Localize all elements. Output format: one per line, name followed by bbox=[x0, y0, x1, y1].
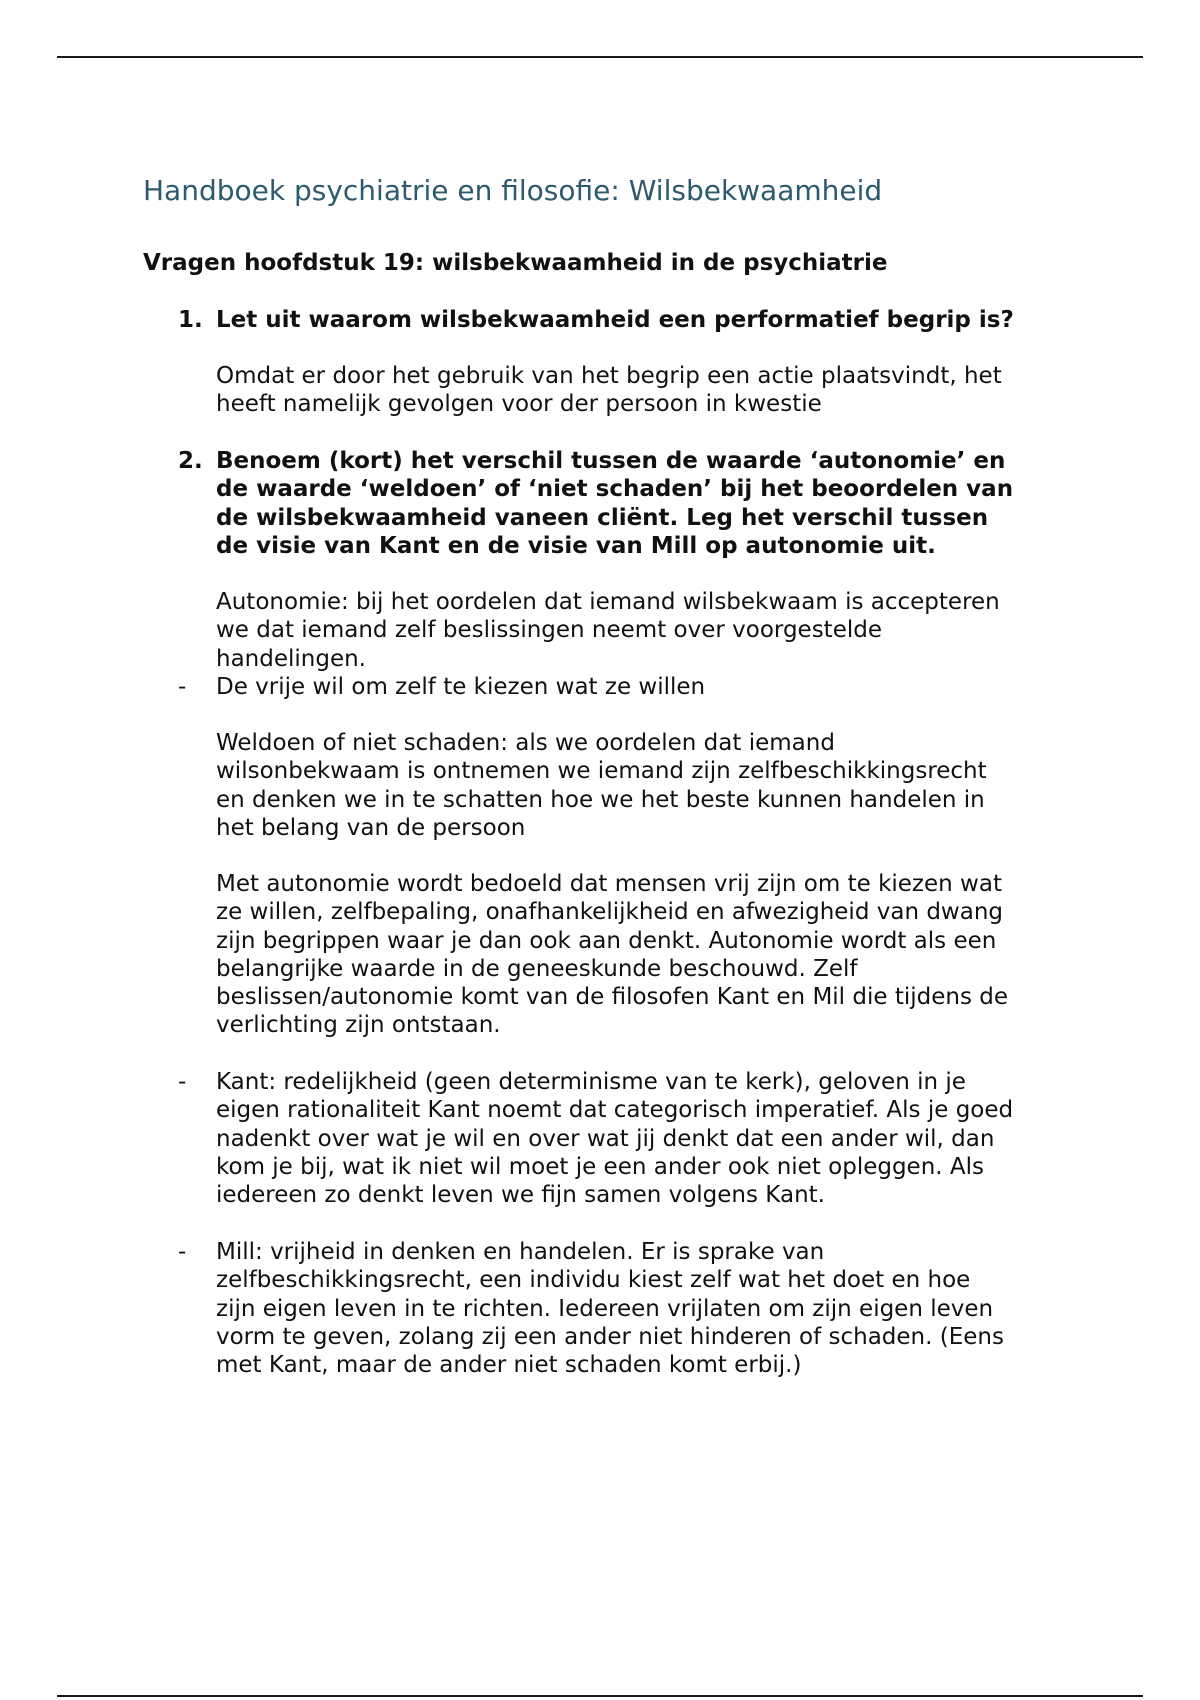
question-2-line: de waarde ‘weldoen’ of ‘niet schaden’ bij het beoordelen van bbox=[216, 476, 1014, 503]
paragraph-weldoen bbox=[216, 729, 1096, 842]
bullet-kant bbox=[216, 1068, 1096, 1209]
paragraph-weldoen-line: wilsonbekwaam is ontnemen we iemand zijn zelfbeschikkingsrecht bbox=[216, 758, 987, 785]
paragraph-weldoen-line: Weldoen of niet schaden: als we oordelen dat iemand bbox=[216, 730, 835, 756]
bullet-mill-line: vorm te geven, zolang zij een ander niet hinderen of schaden. (Eens bbox=[216, 1323, 1004, 1350]
question-2-line: de wilsbekwaamheid vaneen cliënt. Leg het verschil tussen bbox=[216, 504, 989, 531]
answer-2-line: handelingen. bbox=[216, 645, 366, 672]
question-2-line: Benoem (kort) het verschil tussen de waarde ‘autonomie’ en bbox=[216, 448, 1006, 474]
answer-2-line: we dat iemand zelf beslissingen neemt over voorgestelde bbox=[216, 617, 882, 644]
bullet-marker: - bbox=[178, 1239, 187, 1265]
bullet-kant-line: nadenkt over wat je wil en over wat jij denkt dat een ander wil, dan bbox=[216, 1125, 995, 1152]
question-2-line: de visie van Kant en de visie van Mill op autonomie uit. bbox=[216, 532, 936, 559]
paragraph-autonomie-line: verlichting zijn ontstaan. bbox=[216, 1012, 501, 1039]
question-1-number: 1. bbox=[178, 307, 203, 333]
bullet-kant-line: Kant: redelijkheid (geen determinisme van te kerk), geloven in je bbox=[216, 1069, 966, 1095]
question-2-number: 2. bbox=[178, 448, 203, 474]
paragraph-autonomie-line: beslissen/autonomie komt van de filosofen Kant en Mil die tijdens de bbox=[216, 984, 1008, 1011]
bullet-mill-line: met Kant, maar de ander niet schaden komt erbij.) bbox=[216, 1352, 802, 1379]
bullet-vrije-wil bbox=[216, 673, 1096, 701]
answer-2-autonomie bbox=[216, 588, 1096, 673]
paragraph-weldoen-line: het belang van de persoon bbox=[216, 814, 526, 841]
bullet-mill bbox=[216, 1238, 1096, 1379]
paragraph-autonomie-line: belangrijke waarde in de geneeskunde beschouwd. Zelf bbox=[216, 955, 858, 982]
bullet-mill-line: Mill: vrijheid in denken en handelen. Er is sprake van bbox=[216, 1239, 825, 1265]
bullet-vrije-wil-line: De vrije wil om zelf te kiezen wat ze willen bbox=[216, 674, 706, 700]
header-rule bbox=[57, 56, 1143, 58]
bullet-mill-line: zijn eigen leven in te richten. Iedereen vrijlaten om zijn eigen leven bbox=[216, 1295, 994, 1322]
paragraph-autonomie-line: zijn begrippen waar je dan ook aan denkt. Autonomie wordt als een bbox=[216, 927, 997, 954]
document-title: Handboek psychiatrie en filosofie: Wilsbekwaamheid bbox=[143, 174, 883, 207]
answer-1 bbox=[216, 362, 1096, 419]
bullet-marker: - bbox=[178, 674, 187, 700]
answer-2-line: Autonomie: bij het oordelen dat iemand wilsbekwaam is accepteren bbox=[216, 589, 1000, 615]
paragraph-autonomie-line: Met autonomie wordt bedoeld dat mensen vrij zijn om te kiezen wat bbox=[216, 871, 1002, 897]
bullet-kant-line: eigen rationaliteit Kant noemt dat categorisch imperatief. Als je goed bbox=[216, 1097, 1014, 1124]
bullet-mill-line: zelfbeschikkingsrecht, een individu kiest zelf wat het doet en hoe bbox=[216, 1267, 971, 1294]
answer-1-line: Omdat er door het gebruik van het begrip een actie plaatsvindt, het bbox=[216, 363, 1002, 389]
bullet-marker: - bbox=[178, 1069, 187, 1095]
bullet-kant-line: iedereen zo denkt leven we fijn samen volgens Kant. bbox=[216, 1182, 825, 1209]
paragraph-weldoen-line: en denken we in te schatten hoe we het beste kunnen handelen in bbox=[216, 786, 985, 813]
paragraph-autonomie bbox=[216, 870, 1096, 1040]
answer-1-line: heeft namelijk gevolgen voor der persoon in kwestie bbox=[216, 391, 822, 418]
question-2-text bbox=[216, 447, 1096, 560]
paragraph-autonomie-line: ze willen, zelfbepaling, onafhankelijkheid en afwezigheid van dwang bbox=[216, 899, 1004, 926]
question-1-text bbox=[216, 306, 1096, 334]
question-1-line: Let uit waarom wilsbekwaamheid een performatief begrip is? bbox=[216, 307, 1014, 333]
footer-rule bbox=[57, 1695, 1143, 1697]
bullet-kant-line: kom je bij, wat ik niet wil moet je een ander ook niet opleggen. Als bbox=[216, 1153, 985, 1180]
chapter-heading: Vragen hoofdstuk 19: wilsbekwaamheid in de psychiatrie bbox=[143, 250, 888, 276]
